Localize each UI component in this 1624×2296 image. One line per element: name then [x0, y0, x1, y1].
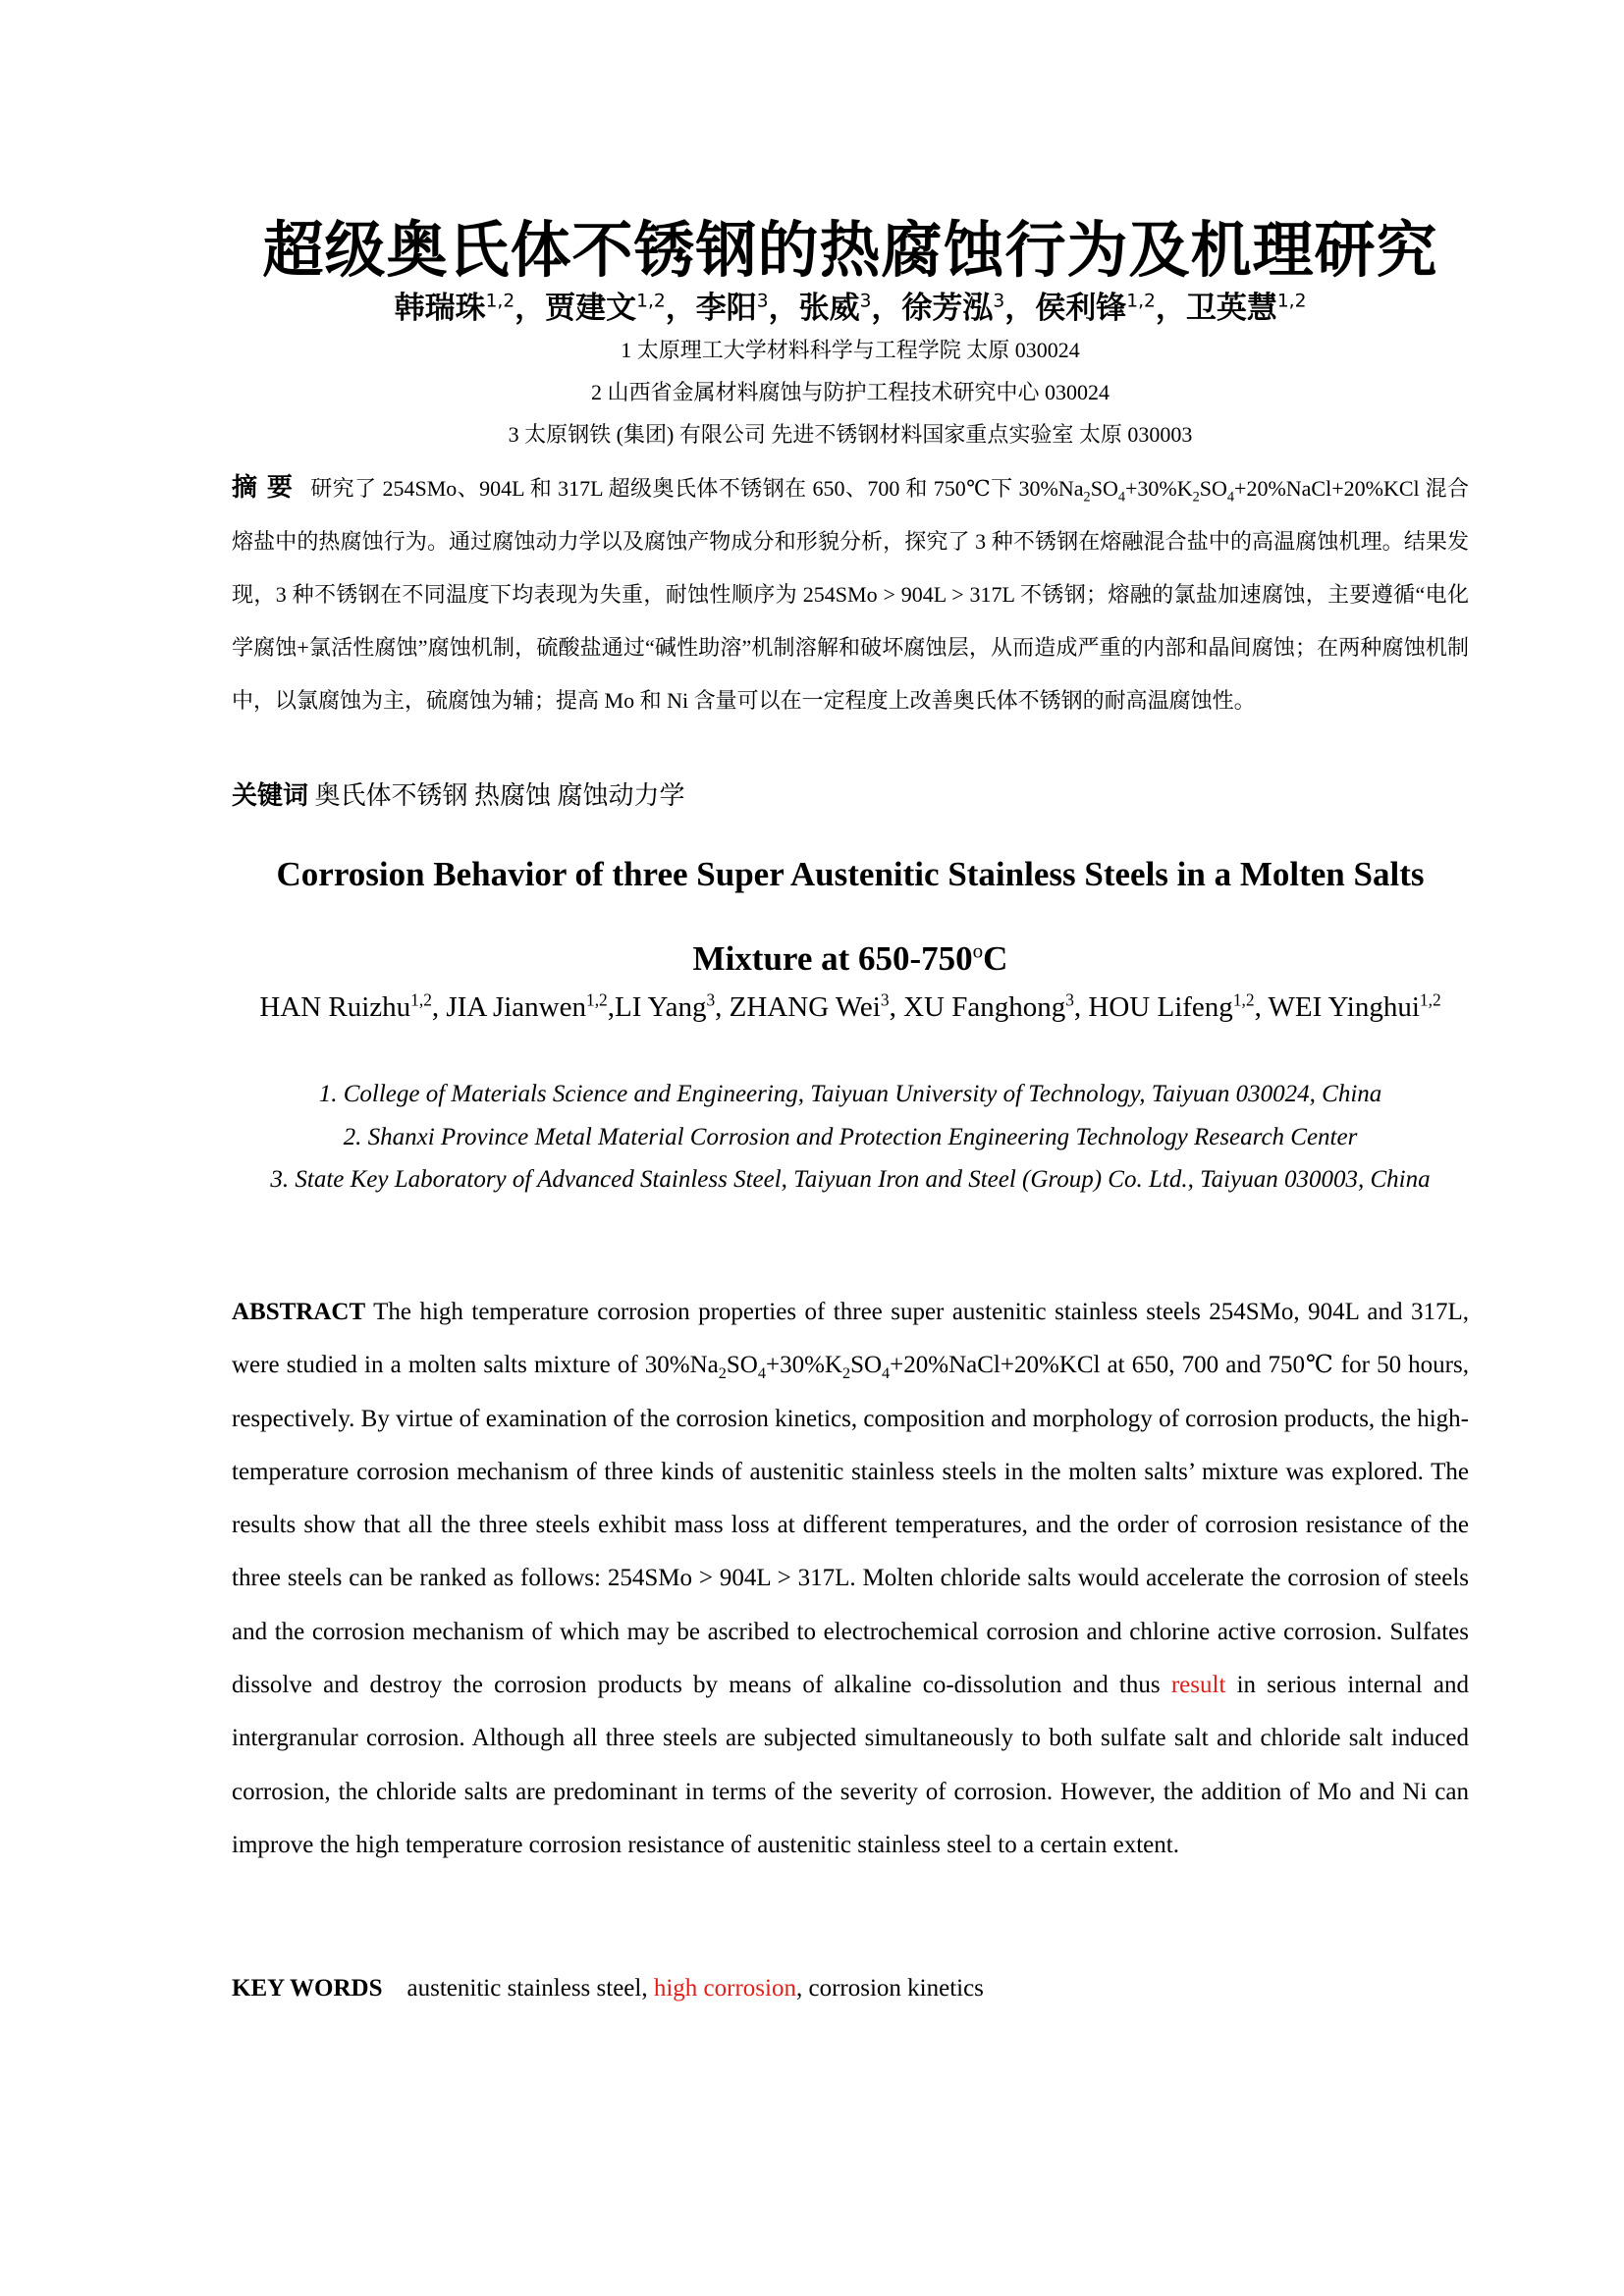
chinese-affiliation-3: 3 太原钢铁 (集团) 有限公司 先进不锈钢材料国家重点实验室 太原 030003	[508, 422, 1193, 447]
author-name: HAN Ruizhu	[259, 991, 411, 1023]
author-affiliation-sup: 1,2	[1276, 291, 1307, 312]
author-name: 徐芳泓	[901, 291, 994, 326]
subscript: 4	[1117, 489, 1125, 506]
abstract-text: +30%K	[765, 1352, 842, 1379]
author-affiliation-sup: 1,2	[1126, 291, 1156, 312]
abstract-text: 研究了 254SMo、904L 和 317L 超级奥氏体不锈钢在 650、700 和 750℃下 30%Na	[310, 476, 1084, 501]
chinese-abstract-label: 摘 要	[232, 473, 294, 503]
english-keywords	[232, 1975, 1469, 2002]
english-abstract-label: ABSTRACT	[232, 1299, 366, 1325]
english-affiliation-3: 3. State Key Laboratory of Advanced Stainless Steel, Taiyuan Iron and Steel (Group) Co. Ltd., Taiyuan 030003, China	[270, 1166, 1431, 1193]
author-name: XU Fanghong	[903, 991, 1066, 1023]
chinese-authors: 韩瑞珠$^{1,2}$，贾建文$^{1,2}$，李阳$^3$，张威$^3$，徐芳泓$^3$，侯利锋$^{1,2}$，卫英慧$^{1,2}$	[394, 291, 1307, 326]
abstract-text: SO	[726, 1352, 758, 1379]
english-abstract	[232, 1286, 1469, 1872]
author-separator: ,	[431, 991, 447, 1023]
degree-sup: o	[972, 938, 984, 963]
abstract-text: +20%NaCl+20%KCl at 650, 700 and 750℃ for 50 hours, respectively. By virtue of examination of the corrosion kinetics, composition and morphology of corrosion products, the high-temperature corrosion mechanism of three kinds of austenitic stainless steels in the molten salts’ mixture was explored. The results show that all the three steels exhibit mass loss at different temperatures, and the order of corrosion resistance of the three steels can be ranked as follows: 254SMo > 904L > 317L. Molten chloride salts would accelerate the corrosion of steels and the corrosion mechanism of which may be ascribed to electrochemical corrosion and chlorine active corrosion. Sulfates dissolve and destroy the corrosion products by means of alkaline co-dissolution and thus	[232, 1352, 1469, 1699]
keyword: austenitic stainless steel,	[406, 1975, 654, 2002]
english-authors	[232, 987, 1469, 1028]
author-name: 李阳	[695, 291, 757, 326]
english-affiliations	[232, 1073, 1469, 1201]
author-affiliation-sup: 1,2	[1419, 989, 1441, 1010]
author-name: 卫英慧	[1185, 291, 1277, 326]
subscript: 4	[757, 1364, 766, 1383]
author-name: 张威	[798, 291, 860, 326]
english-affiliation-2: 2. Shanxi Province Metal Material Corrosion and Protection Engineering Technology Research Center	[343, 1123, 1358, 1150]
author-affiliation-sup: 3	[880, 989, 890, 1010]
author-separator: ,	[889, 991, 904, 1023]
abstract-text: SO	[1090, 476, 1118, 501]
abstract-text: SO	[850, 1352, 883, 1379]
chinese-keywords-text: 奥氏体不锈钢 热腐蚀 腐蚀动力学	[314, 781, 685, 810]
subscript: 2	[1083, 489, 1091, 506]
author-name: 韩瑞珠	[394, 291, 486, 326]
subscript: 2	[841, 1364, 851, 1383]
author-name: ZHANG Wei	[729, 991, 881, 1023]
author-affiliation-sup: 1,2	[410, 989, 432, 1010]
author-name: WEI Yinghui	[1268, 991, 1420, 1023]
author-name: 贾建文	[545, 291, 637, 326]
author-affiliation-sup: 3	[756, 291, 769, 312]
author-affiliation-sup: 3	[993, 291, 1005, 312]
subscript: 4	[1226, 489, 1235, 506]
author-affiliation-sup: 1,2	[1232, 989, 1255, 1010]
english-keywords-label: KEY WORDS	[232, 1975, 383, 2002]
keyword-highlighted: high corrosion	[653, 1975, 796, 2002]
author-affiliation-sup: 3	[706, 989, 716, 1010]
chinese-keywords-label: 关键词	[232, 781, 309, 811]
author-name: HOU Lifeng	[1088, 991, 1233, 1023]
abstract-text: SO	[1199, 476, 1227, 501]
author-separator: ,	[607, 991, 615, 1023]
author-name: 侯利锋	[1035, 291, 1127, 326]
abstract-text: The high temperature corrosion properties of three super austenitic stainless steels 254SMo, 904L and 317L, were studied in a molten salts mixture of 30%Na	[232, 1299, 1469, 1379]
author-separator: ,	[715, 991, 730, 1023]
author-name: JIA Jianwen	[446, 991, 586, 1023]
subscript: 4	[882, 1364, 891, 1383]
abstract-text: in serious internal and intergranular corrosion. Although all three steels are subjected simultaneously to both sulfate salt and chloride salt induced corrosion, the chloride salts are predominant in terms of the severity of corrosion. However, the addition of Mo and Ni can improve the high temperature corrosion resistance of austenitic stainless steel to a certain extent.	[232, 1672, 1469, 1858]
english-affiliation-1: 1. College of Materials Science and Engineering, Taiyuan University of Technology, Taiyuan 030024, China	[318, 1081, 1382, 1107]
chinese-keywords	[232, 775, 1469, 812]
abstract-text: +30%K	[1124, 476, 1193, 501]
chinese-affiliation-2: 2 山西省金属材料腐蚀与防护工程技术研究中心 030024	[590, 380, 1110, 404]
english-title-end: C	[983, 939, 1008, 978]
chinese-affiliation-1: 1 太原理工大学材料科学与工程学院 太原 030024	[621, 338, 1080, 362]
english-title-text: Corrosion Behavior of three Super Austenitic Stainless Steels in a Molten Salts Mixture at 650-750	[276, 855, 1425, 978]
abstract-text: +20%NaCl+20%KCl 混合熔盐中的热腐蚀行为。通过腐蚀动力学以及腐蚀产物成分和形貌分析，探究了 3 种不锈钢在熔融混合盐中的高温腐蚀机理。结果发现，3 种不锈钢在不同温度下均表现为失重，耐蚀性顺序为 254SMo > 904L > 317L 不锈钢；熔融的氯盐加速腐蚀，主要遵循“电化学腐蚀+氯活性腐蚀”腐蚀机制，硫酸盐通过“碱性助溶”机制溶解和破坏腐蚀层，从而造成严重的内部和晶间腐蚀；在两种腐蚀机制中，以氯腐蚀为主，硫腐蚀为辅；提高 Mo 和 Ni 含量可以在一定程度上改善奥氏体不锈钢的耐高温腐蚀性。	[232, 476, 1470, 713]
author-affiliation-sup: 1,2	[586, 989, 608, 1010]
author-name: LI Yang	[615, 991, 707, 1023]
author-affiliation-sup: 1,2	[636, 291, 666, 312]
highlighted-word: result	[1170, 1672, 1226, 1699]
subscript: 2	[718, 1364, 727, 1383]
author-affiliation-sup: 3	[1065, 989, 1074, 1010]
keyword: , corrosion kinetics	[795, 1975, 984, 2002]
author-affiliation-sup: 1,2	[485, 291, 515, 312]
author-separator: ,	[1254, 991, 1269, 1023]
subscript: 2	[1192, 489, 1200, 506]
chinese-title: 超级奥氏体不锈钢的热腐蚀行为及机理研究	[262, 214, 1438, 286]
author-affiliation-sup: 3	[859, 291, 872, 312]
chinese-abstract	[232, 461, 1469, 727]
author-separator: ,	[1073, 991, 1089, 1023]
english-title	[232, 832, 1469, 1001]
